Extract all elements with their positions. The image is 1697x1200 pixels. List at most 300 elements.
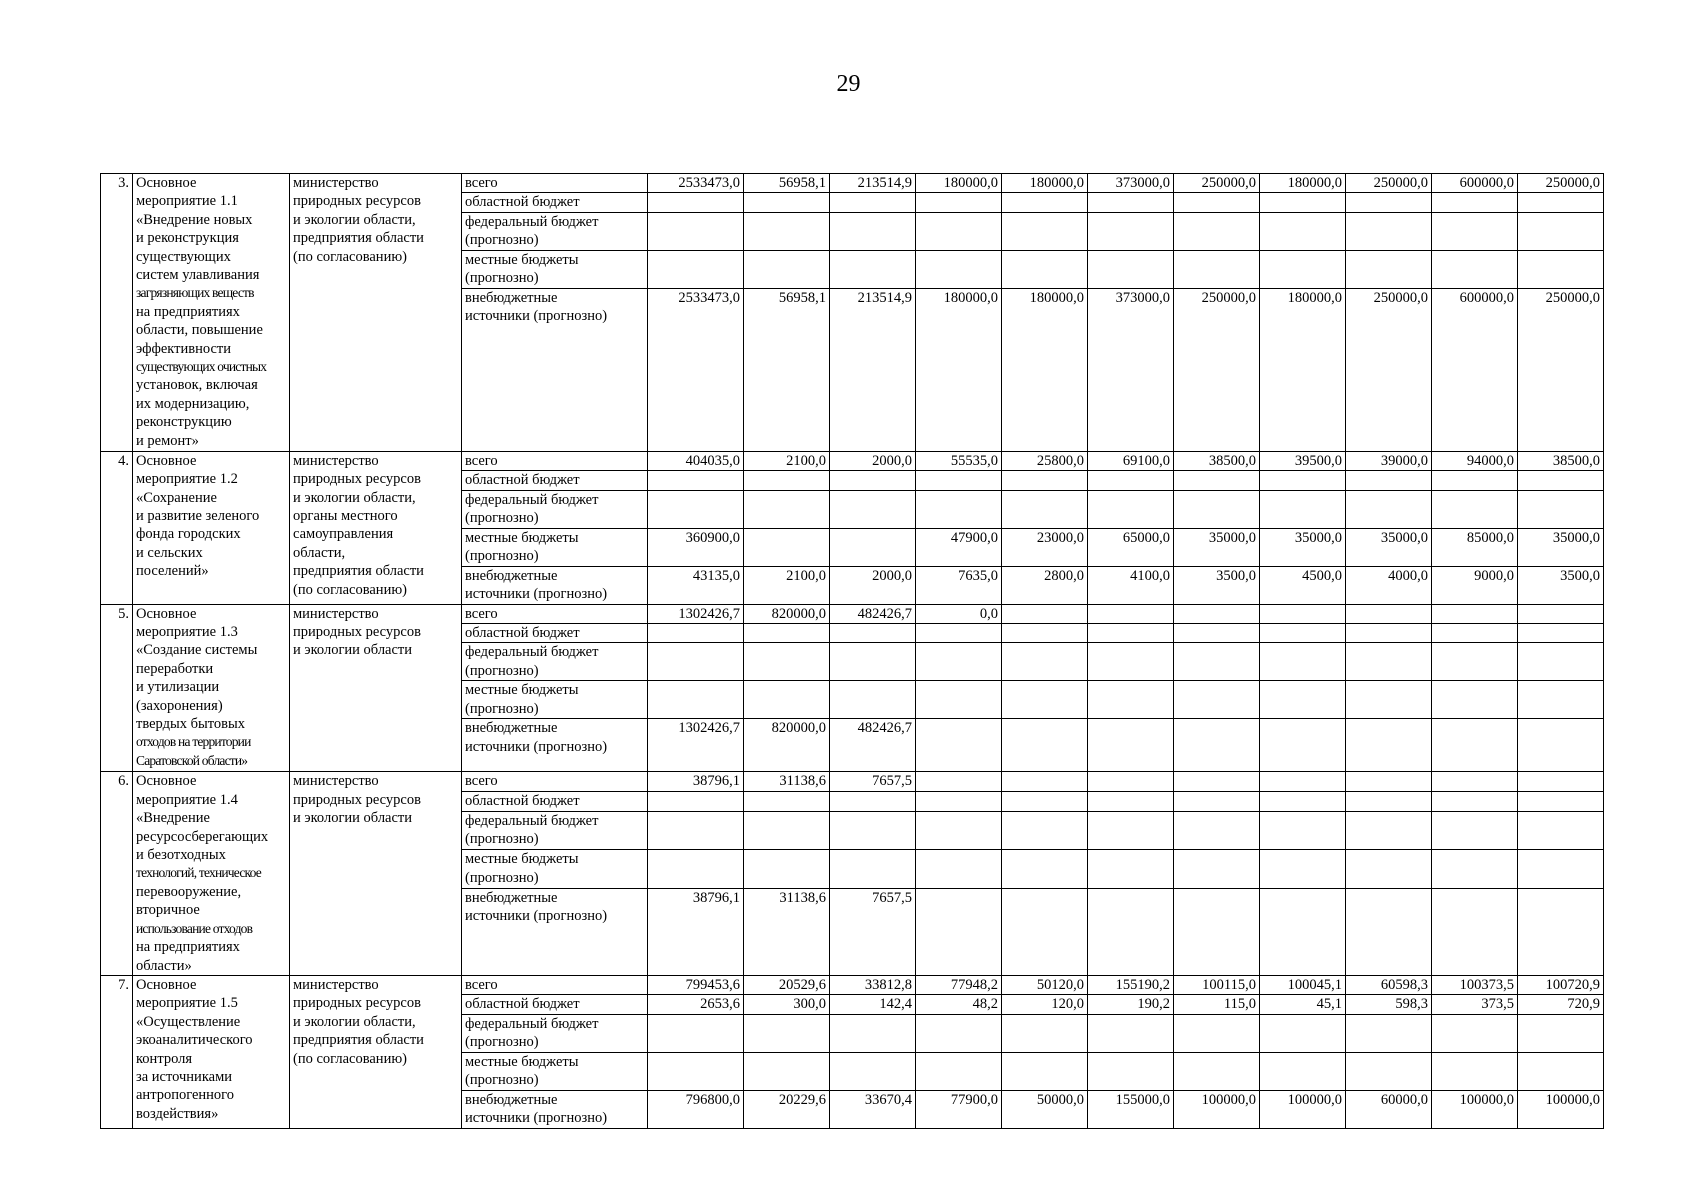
executor-line: предприятия области bbox=[293, 563, 424, 580]
amount-cell bbox=[1260, 604, 1346, 623]
amount-cell: 3500,0 bbox=[1174, 566, 1260, 604]
amount-cell bbox=[916, 212, 1002, 250]
event-line: «Создание системы bbox=[136, 642, 258, 659]
amount-cell: 600000,0 bbox=[1432, 174, 1518, 193]
amount-cell bbox=[648, 193, 744, 212]
amount-cell bbox=[1432, 193, 1518, 212]
amount-cell bbox=[1002, 490, 1088, 528]
source-label-line: источники (прогнозно) bbox=[465, 1110, 608, 1127]
amount-cell: 1302426,7 bbox=[648, 719, 744, 772]
event-line: мероприятие 1.5 bbox=[136, 995, 238, 1012]
funding-source-local bbox=[462, 528, 648, 566]
event-line: «Внедрение новых bbox=[136, 211, 253, 228]
amount-cell bbox=[1174, 888, 1260, 975]
amount-cell bbox=[648, 850, 744, 889]
amount-cell: 50000,0 bbox=[1002, 1090, 1088, 1128]
amount-cell bbox=[1260, 850, 1346, 889]
amount-cell: 250000,0 bbox=[1346, 174, 1432, 193]
source-label-line: внебюджетные bbox=[465, 1091, 558, 1108]
amount-cell bbox=[1518, 1052, 1604, 1090]
amount-cell: 600000,0 bbox=[1432, 288, 1518, 451]
amount-cell bbox=[1346, 719, 1432, 772]
source-label-line: внебюджетные bbox=[465, 567, 558, 584]
event-line: антропогенного bbox=[136, 1087, 235, 1104]
amount-cell: 100045,1 bbox=[1260, 975, 1346, 994]
executor-name bbox=[290, 604, 462, 772]
executor-line: и экологии области bbox=[293, 642, 413, 659]
source-label-line: внебюджетные bbox=[465, 889, 558, 906]
executor-name bbox=[290, 174, 462, 452]
amount-cell bbox=[1174, 772, 1260, 792]
amount-cell bbox=[648, 1014, 744, 1052]
funding-source-local bbox=[462, 681, 648, 719]
amount-cell bbox=[1088, 212, 1174, 250]
event-line: Саратовской области» bbox=[136, 752, 248, 768]
source-label-line: (прогнозно) bbox=[465, 510, 539, 527]
amount-cell bbox=[1518, 681, 1604, 719]
source-label-line: местные бюджеты bbox=[465, 529, 579, 546]
amount-cell bbox=[1432, 681, 1518, 719]
amount-cell: 39500,0 bbox=[1260, 451, 1346, 470]
amount-cell bbox=[1002, 811, 1088, 850]
event-line: мероприятие 1.1 bbox=[136, 193, 238, 210]
row-number: 3. bbox=[101, 174, 133, 452]
amount-cell: 360900,0 bbox=[648, 528, 744, 566]
amount-cell bbox=[830, 1014, 916, 1052]
amount-cell: 250000,0 bbox=[1174, 174, 1260, 193]
funding-source-local bbox=[462, 250, 648, 288]
amount-cell: 77948,2 bbox=[916, 975, 1002, 994]
amount-cell: 180000,0 bbox=[916, 288, 1002, 451]
source-label-line: источники (прогнозно) bbox=[465, 908, 608, 925]
amount-cell bbox=[1432, 643, 1518, 681]
amount-cell bbox=[744, 471, 830, 490]
amount-cell bbox=[916, 471, 1002, 490]
amount-cell bbox=[744, 624, 830, 643]
amount-cell bbox=[1174, 792, 1260, 812]
amount-cell bbox=[830, 471, 916, 490]
source-label-line: (прогнозно) bbox=[465, 662, 539, 679]
executor-line: министерство bbox=[293, 175, 379, 191]
amount-cell: 2533473,0 bbox=[648, 288, 744, 451]
executor-name bbox=[290, 772, 462, 975]
funding-source-offbudget bbox=[462, 566, 648, 604]
amount-cell: 31138,6 bbox=[744, 772, 830, 792]
amount-cell: 94000,0 bbox=[1432, 451, 1518, 470]
amount-cell: 9000,0 bbox=[1432, 566, 1518, 604]
amount-cell bbox=[648, 1052, 744, 1090]
amount-cell bbox=[1174, 1014, 1260, 1052]
event-line: Основное bbox=[136, 605, 197, 622]
page-number: 29 bbox=[836, 71, 861, 97]
amount-cell bbox=[1346, 490, 1432, 528]
amount-cell: 250000,0 bbox=[1174, 288, 1260, 451]
funding-source-offbudget bbox=[462, 719, 648, 772]
amount-cell bbox=[830, 490, 916, 528]
funding-source-regional: областной бюджет bbox=[462, 471, 648, 490]
source-label-line: федеральный бюджет bbox=[465, 644, 599, 661]
amount-cell bbox=[1088, 811, 1174, 850]
amount-cell: 796800,0 bbox=[648, 1090, 744, 1128]
amount-cell bbox=[744, 250, 830, 288]
table-row bbox=[101, 604, 1604, 623]
event-line: Основное bbox=[136, 976, 197, 993]
executor-line: природных ресурсов bbox=[293, 995, 421, 1012]
amount-cell bbox=[830, 1052, 916, 1090]
amount-cell bbox=[1346, 212, 1432, 250]
amount-cell bbox=[1432, 490, 1518, 528]
event-line: поселений» bbox=[136, 563, 209, 580]
amount-cell: 77900,0 bbox=[916, 1090, 1002, 1128]
source-label-line: (прогнозно) bbox=[465, 1072, 539, 1089]
executor-line: природных ресурсов bbox=[293, 624, 421, 641]
amount-cell bbox=[648, 811, 744, 850]
amount-cell bbox=[1518, 490, 1604, 528]
amount-cell bbox=[744, 1052, 830, 1090]
amount-cell bbox=[1174, 604, 1260, 623]
amount-cell bbox=[1346, 681, 1432, 719]
amount-cell bbox=[648, 792, 744, 812]
amount-cell bbox=[648, 212, 744, 250]
amount-cell bbox=[1002, 772, 1088, 792]
amount-cell bbox=[1346, 850, 1432, 889]
amount-cell bbox=[1002, 193, 1088, 212]
row-number: 4. bbox=[101, 451, 133, 604]
event-line: переработки bbox=[136, 660, 214, 677]
amount-cell bbox=[916, 250, 1002, 288]
amount-cell bbox=[1260, 772, 1346, 792]
event-line: их модернизацию, bbox=[136, 395, 250, 412]
amount-cell bbox=[916, 624, 1002, 643]
amount-cell: 100000,0 bbox=[1174, 1090, 1260, 1128]
source-label-line: (прогнозно) bbox=[465, 548, 539, 565]
amount-cell bbox=[1260, 1052, 1346, 1090]
amount-cell: 38500,0 bbox=[1174, 451, 1260, 470]
source-label-line: местные бюджеты bbox=[465, 251, 579, 268]
event-name bbox=[133, 604, 290, 772]
amount-cell: 2000,0 bbox=[830, 451, 916, 470]
amount-cell bbox=[1174, 643, 1260, 681]
executor-line: министерство bbox=[293, 605, 379, 622]
amount-cell bbox=[1518, 1014, 1604, 1052]
executor-line: министерство bbox=[293, 452, 379, 469]
amount-cell bbox=[744, 1014, 830, 1052]
amount-cell bbox=[744, 850, 830, 889]
amount-cell bbox=[1002, 719, 1088, 772]
event-line: отходов на территории bbox=[136, 734, 251, 750]
amount-cell: 799453,6 bbox=[648, 975, 744, 994]
event-line: вторичное bbox=[136, 902, 200, 919]
amount-cell bbox=[1346, 792, 1432, 812]
amount-cell: 38500,0 bbox=[1518, 451, 1604, 470]
executor-line: и экологии области, bbox=[293, 211, 416, 228]
amount-cell: 2100,0 bbox=[744, 451, 830, 470]
amount-cell bbox=[1088, 250, 1174, 288]
amount-cell: 720,9 bbox=[1518, 995, 1604, 1014]
funding-source-federal bbox=[462, 1014, 648, 1052]
amount-cell: 100373,5 bbox=[1432, 975, 1518, 994]
amount-cell bbox=[1260, 1014, 1346, 1052]
event-line: и развитие зеленого bbox=[136, 508, 260, 525]
amount-cell bbox=[1432, 888, 1518, 975]
amount-cell bbox=[1346, 1014, 1432, 1052]
budget-table bbox=[100, 173, 1604, 1129]
amount-cell bbox=[1088, 643, 1174, 681]
funding-source-federal bbox=[462, 643, 648, 681]
amount-cell: 38796,1 bbox=[648, 888, 744, 975]
amount-cell: 55535,0 bbox=[916, 451, 1002, 470]
event-name bbox=[133, 772, 290, 975]
event-line: перевооружение, bbox=[136, 883, 242, 900]
funding-source-offbudget bbox=[462, 888, 648, 975]
event-line: мероприятие 1.2 bbox=[136, 471, 238, 488]
amount-cell: 213514,9 bbox=[830, 288, 916, 451]
source-label-line: (прогнозно) bbox=[465, 831, 539, 848]
amount-cell: 373000,0 bbox=[1088, 174, 1174, 193]
executor-line: органы местного bbox=[293, 508, 398, 525]
event-line: «Сохранение bbox=[136, 489, 217, 506]
amount-cell: 155190,2 bbox=[1088, 975, 1174, 994]
amount-cell bbox=[1002, 850, 1088, 889]
source-label-line: источники (прогнозно) bbox=[465, 308, 608, 325]
executor-line: природных ресурсов bbox=[293, 193, 421, 210]
amount-cell: 7657,5 bbox=[830, 772, 916, 792]
source-label-line: внебюджетные bbox=[465, 720, 558, 737]
amount-cell: 0,0 bbox=[916, 604, 1002, 623]
event-line: контроля bbox=[136, 1050, 193, 1067]
amount-cell: 820000,0 bbox=[744, 604, 830, 623]
event-line: за источниками bbox=[136, 1068, 233, 1085]
amount-cell bbox=[648, 643, 744, 681]
amount-cell bbox=[1346, 193, 1432, 212]
funding-source-total: всего bbox=[462, 174, 648, 193]
event-line: и безотходных bbox=[136, 847, 226, 864]
amount-cell bbox=[1002, 471, 1088, 490]
amount-cell bbox=[916, 719, 1002, 772]
amount-cell: 7657,5 bbox=[830, 888, 916, 975]
amount-cell: 2000,0 bbox=[830, 566, 916, 604]
amount-cell bbox=[1432, 850, 1518, 889]
amount-cell: 56958,1 bbox=[744, 174, 830, 193]
amount-cell bbox=[1518, 193, 1604, 212]
event-line: мероприятие 1.3 bbox=[136, 624, 238, 641]
amount-cell bbox=[1260, 193, 1346, 212]
executor-line: (по согласованию) bbox=[293, 248, 407, 265]
event-line: и реконструкция bbox=[136, 230, 239, 247]
amount-cell: 120,0 bbox=[1002, 995, 1088, 1014]
amount-cell bbox=[1088, 471, 1174, 490]
source-label-line: (прогнозно) bbox=[465, 232, 539, 249]
amount-cell: 50120,0 bbox=[1002, 975, 1088, 994]
executor-line: природных ресурсов bbox=[293, 791, 421, 808]
amount-cell: 60598,3 bbox=[1346, 975, 1432, 994]
amount-cell bbox=[1088, 490, 1174, 528]
amount-cell bbox=[1088, 193, 1174, 212]
amount-cell bbox=[1260, 471, 1346, 490]
source-label-line: местные бюджеты bbox=[465, 1053, 579, 1070]
funding-source-federal bbox=[462, 811, 648, 850]
amount-cell: 100000,0 bbox=[1432, 1090, 1518, 1128]
funding-source-offbudget bbox=[462, 288, 648, 451]
amount-cell bbox=[1088, 1052, 1174, 1090]
amount-cell bbox=[1518, 250, 1604, 288]
amount-cell bbox=[648, 681, 744, 719]
executor-line: и экологии области, bbox=[293, 1013, 416, 1030]
amount-cell bbox=[1432, 212, 1518, 250]
amount-cell: 4100,0 bbox=[1088, 566, 1174, 604]
amount-cell bbox=[1518, 604, 1604, 623]
amount-cell bbox=[1260, 888, 1346, 975]
row-number: 6. bbox=[101, 772, 133, 975]
amount-cell bbox=[1432, 1052, 1518, 1090]
funding-source-regional: областной бюджет bbox=[462, 624, 648, 643]
event-line: мероприятие 1.4 bbox=[136, 791, 238, 808]
amount-cell bbox=[1260, 490, 1346, 528]
amount-cell bbox=[1002, 1052, 1088, 1090]
amount-cell bbox=[1346, 888, 1432, 975]
amount-cell bbox=[1432, 719, 1518, 772]
table-row bbox=[101, 772, 1604, 792]
event-line: (захоронения) bbox=[136, 697, 223, 714]
amount-cell: 56958,1 bbox=[744, 288, 830, 451]
funding-source-regional: областной бюджет bbox=[462, 193, 648, 212]
amount-cell bbox=[1260, 792, 1346, 812]
event-line: и сельских bbox=[136, 544, 203, 561]
amount-cell: 155000,0 bbox=[1088, 1090, 1174, 1128]
amount-cell bbox=[1432, 792, 1518, 812]
table-row bbox=[101, 174, 1604, 193]
amount-cell bbox=[1260, 719, 1346, 772]
amount-cell: 180000,0 bbox=[1002, 288, 1088, 451]
amount-cell: 180000,0 bbox=[1260, 174, 1346, 193]
amount-cell bbox=[648, 471, 744, 490]
amount-cell bbox=[1432, 471, 1518, 490]
executor-line: природных ресурсов bbox=[293, 471, 421, 488]
amount-cell bbox=[1260, 681, 1346, 719]
funding-source-total: всего bbox=[462, 772, 648, 792]
amount-cell: 4500,0 bbox=[1260, 566, 1346, 604]
amount-cell bbox=[1002, 1014, 1088, 1052]
amount-cell: 39000,0 bbox=[1346, 451, 1432, 470]
event-line: области, повышение bbox=[136, 322, 263, 339]
amount-cell bbox=[1518, 212, 1604, 250]
amount-cell bbox=[1518, 624, 1604, 643]
amount-cell bbox=[916, 193, 1002, 212]
amount-cell bbox=[648, 490, 744, 528]
amount-cell bbox=[1346, 604, 1432, 623]
source-label-line: источники (прогнозно) bbox=[465, 586, 608, 603]
amount-cell: 35000,0 bbox=[1260, 528, 1346, 566]
amount-cell bbox=[744, 193, 830, 212]
amount-cell: 598,3 bbox=[1346, 995, 1432, 1014]
event-line: Основное bbox=[136, 452, 197, 469]
amount-cell: 1302426,7 bbox=[648, 604, 744, 623]
executor-line: (по согласованию) bbox=[293, 581, 407, 598]
source-label-line: федеральный бюджет bbox=[465, 213, 599, 230]
funding-source-local bbox=[462, 850, 648, 889]
amount-cell: 180000,0 bbox=[1260, 288, 1346, 451]
amount-cell: 142,4 bbox=[830, 995, 916, 1014]
amount-cell bbox=[1518, 719, 1604, 772]
event-line: экоаналитического bbox=[136, 1032, 253, 1049]
executor-name bbox=[290, 975, 462, 1128]
budget-body bbox=[101, 174, 1604, 1129]
amount-cell bbox=[1432, 250, 1518, 288]
amount-cell: 100720,9 bbox=[1518, 975, 1604, 994]
amount-cell: 190,2 bbox=[1088, 995, 1174, 1014]
amount-cell bbox=[744, 528, 830, 566]
amount-cell bbox=[916, 490, 1002, 528]
amount-cell bbox=[1002, 792, 1088, 812]
amount-cell bbox=[1002, 681, 1088, 719]
event-line: воздействия» bbox=[136, 1105, 219, 1122]
executor-line: предприятия области bbox=[293, 1032, 424, 1049]
source-label-line: федеральный бюджет bbox=[465, 491, 599, 508]
executor-line: самоуправления bbox=[293, 526, 394, 543]
amount-cell: 69100,0 bbox=[1088, 451, 1174, 470]
amount-cell: 25800,0 bbox=[1002, 451, 1088, 470]
amount-cell bbox=[1088, 604, 1174, 623]
event-line: ресурсосберегающих bbox=[136, 828, 269, 845]
row-number: 7. bbox=[101, 975, 133, 1128]
amount-cell: 31138,6 bbox=[744, 888, 830, 975]
amount-cell bbox=[1174, 719, 1260, 772]
amount-cell bbox=[1174, 212, 1260, 250]
amount-cell bbox=[830, 643, 916, 681]
amount-cell: 2800,0 bbox=[1002, 566, 1088, 604]
amount-cell bbox=[1088, 1014, 1174, 1052]
amount-cell bbox=[1174, 471, 1260, 490]
amount-cell: 100115,0 bbox=[1174, 975, 1260, 994]
amount-cell: 2653,6 bbox=[648, 995, 744, 1014]
amount-cell bbox=[648, 624, 744, 643]
amount-cell bbox=[1002, 888, 1088, 975]
amount-cell: 820000,0 bbox=[744, 719, 830, 772]
amount-cell bbox=[1518, 772, 1604, 792]
amount-cell bbox=[1174, 850, 1260, 889]
amount-cell bbox=[830, 624, 916, 643]
amount-cell bbox=[1088, 719, 1174, 772]
amount-cell bbox=[830, 250, 916, 288]
event-line: существующих bbox=[136, 248, 231, 265]
event-line: на предприятиях bbox=[136, 939, 240, 956]
amount-cell bbox=[1432, 772, 1518, 792]
amount-cell: 20229,6 bbox=[744, 1090, 830, 1128]
source-label-line: (прогнозно) bbox=[465, 700, 539, 717]
event-line: существующих очистных bbox=[136, 359, 267, 375]
funding-source-local bbox=[462, 1052, 648, 1090]
amount-cell bbox=[916, 643, 1002, 681]
amount-cell bbox=[1346, 772, 1432, 792]
amount-cell bbox=[1088, 624, 1174, 643]
amount-cell: 4000,0 bbox=[1346, 566, 1432, 604]
amount-cell bbox=[916, 888, 1002, 975]
funding-source-total: всего bbox=[462, 975, 648, 994]
amount-cell bbox=[1002, 250, 1088, 288]
amount-cell: 250000,0 bbox=[1346, 288, 1432, 451]
amount-cell bbox=[744, 643, 830, 681]
amount-cell: 373000,0 bbox=[1088, 288, 1174, 451]
amount-cell bbox=[1432, 604, 1518, 623]
amount-cell bbox=[1346, 250, 1432, 288]
amount-cell bbox=[1432, 624, 1518, 643]
amount-cell: 7635,0 bbox=[916, 566, 1002, 604]
event-line: Основное bbox=[136, 773, 197, 790]
amount-cell: 100000,0 bbox=[1518, 1090, 1604, 1128]
amount-cell bbox=[830, 212, 916, 250]
amount-cell: 100000,0 bbox=[1260, 1090, 1346, 1128]
amount-cell bbox=[1002, 643, 1088, 681]
